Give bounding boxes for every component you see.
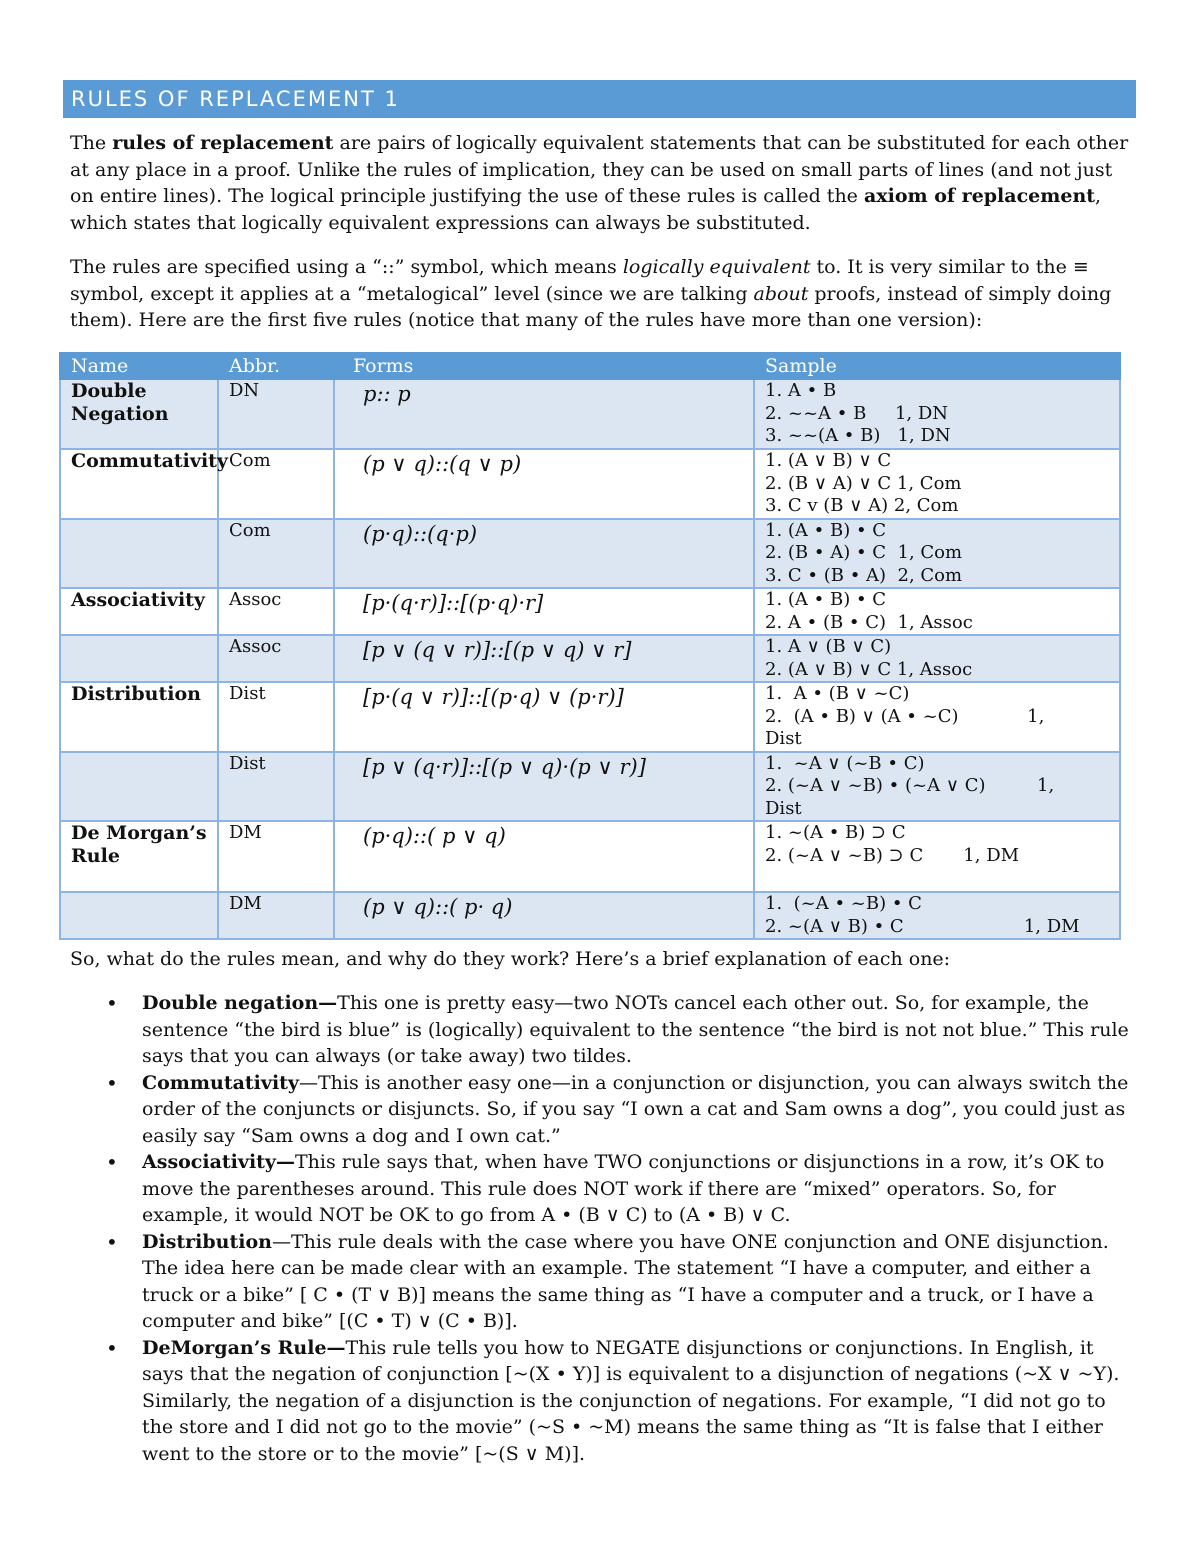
rule-sample bbox=[754, 821, 1120, 892]
rule-name: De Morgan’s Rule bbox=[60, 821, 218, 892]
table-row bbox=[60, 752, 1120, 822]
rule-name bbox=[60, 752, 218, 822]
bold-term: axiom of replacement bbox=[863, 185, 1096, 207]
table-row bbox=[60, 519, 1120, 589]
rule-name bbox=[60, 635, 218, 682]
sample-line: 1. (~A • ~B) • C bbox=[765, 893, 922, 914]
sample-line: 1. ~A ∨ (~B • C) bbox=[765, 752, 925, 774]
table-row bbox=[60, 892, 1120, 939]
rule-abbr: DN bbox=[218, 379, 334, 449]
list-item bbox=[70, 990, 1130, 1070]
sample-line: 3. ~~(A • B) 1, DN bbox=[765, 425, 951, 446]
intro-paragraph-2 bbox=[70, 254, 1135, 334]
header-sample: Sample bbox=[754, 353, 1120, 379]
rule-sample bbox=[754, 379, 1120, 449]
text-run: The rules are specified using a “::” symbol, which means bbox=[70, 256, 623, 278]
rule-sample bbox=[754, 588, 1120, 635]
rule-explanation: This rule tells you how to NEGATE disjunctions or conjunctions. In English, it says that the negation of conjunction [~(X • Y)] is equivalent to a disjunction of negations (~X ∨ ~Y). Similarly, the negation of a disjunction is the conjunction of negations. For example, “I did not go to the store and I did not go to the movie” (~S • ~M) means the same thing as “It is false that I either went to the store or to the movie” [~(S ∨ M)]. bbox=[142, 1336, 1120, 1465]
bullet-icon: • bbox=[106, 1229, 118, 1254]
sample-line: 2. ~(A ∨ B) • C 1, DM bbox=[765, 915, 1080, 937]
rule-form: [p ∨ (q·r)]::[(p ∨ q)·(p ∨ r)] bbox=[334, 752, 754, 822]
sample-line: 2. (A • B) ∨ (A • ~C) 1, bbox=[765, 705, 1045, 727]
sample-line: 2. (B • A) • C 1, Com bbox=[765, 542, 963, 563]
rule-sample bbox=[754, 635, 1120, 682]
sample-line: Dist bbox=[765, 797, 802, 819]
list-item bbox=[70, 1229, 1130, 1335]
rule-form: (p·q)::( p ∨ q) bbox=[334, 821, 754, 892]
sample-line: 1. A • B bbox=[765, 380, 837, 401]
rule-form: p:: p bbox=[334, 379, 754, 449]
rule-sample bbox=[754, 519, 1120, 589]
rule-name bbox=[60, 892, 218, 939]
sample-line: 1. (A • B) • C bbox=[765, 519, 887, 541]
rule-name bbox=[60, 519, 218, 589]
table-row bbox=[60, 588, 1120, 635]
sample-line: 2. (~A ∨ ~B) ⊃ C 1, DM bbox=[765, 844, 1020, 866]
intro-paragraph-1 bbox=[70, 130, 1135, 236]
table-row bbox=[60, 449, 1120, 519]
sample-line: Dist bbox=[765, 728, 802, 749]
section-title: RULES OF REPLACEMENT 1 bbox=[63, 80, 1136, 118]
explanation-list bbox=[70, 990, 1130, 1467]
rule-form: [p·(q·r)]::[(p·q)·r] bbox=[334, 588, 754, 635]
rule-sample bbox=[754, 752, 1120, 822]
rule-heading: DeMorgan’s Rule— bbox=[142, 1336, 346, 1359]
rule-heading: Distribution bbox=[142, 1230, 272, 1253]
table-row bbox=[60, 821, 1120, 892]
rule-form: (p ∨ q)::( p· q) bbox=[334, 892, 754, 939]
rule-abbr: Assoc bbox=[218, 588, 334, 635]
rule-sample bbox=[754, 682, 1120, 752]
italic-term: logically equivalent bbox=[622, 256, 811, 278]
bullet-icon: • bbox=[106, 1070, 118, 1095]
rule-name: Associativity bbox=[60, 588, 218, 635]
bullet-icon: • bbox=[106, 1150, 118, 1174]
sample-line: 1. ~(A • B) ⊃ C bbox=[765, 822, 906, 843]
rule-heading: Associativity— bbox=[142, 1151, 295, 1173]
sample-line: 2. (A ∨ B) ∨ C 1, Assoc bbox=[765, 658, 973, 680]
rule-sample bbox=[754, 449, 1120, 519]
table-row bbox=[60, 682, 1120, 752]
sample-line: 1. A • (B ∨ ~C) bbox=[765, 683, 910, 704]
rule-form: [p·(q ∨ r)]::[(p·q) ∨ (p·r)] bbox=[334, 682, 754, 752]
header-name: Name bbox=[60, 353, 218, 379]
rule-explanation: —This is another easy one—in a conjunction or disjunction, you can always switch the order of the conjuncts or disjuncts. So, if you say “I own a cat and Sam owns a dog”, you could just as easily say “Sam owns a dog and I own cat.” bbox=[142, 1071, 1129, 1147]
bullet-icon: • bbox=[106, 1335, 118, 1360]
sample-line: 2. (B ∨ A) ∨ C 1, Com bbox=[765, 472, 962, 494]
text-run: The bbox=[70, 132, 113, 154]
rules-table bbox=[59, 352, 1121, 940]
table-row bbox=[60, 379, 1120, 449]
rule-abbr: Dist bbox=[218, 752, 334, 822]
bullet-icon: • bbox=[106, 991, 118, 1015]
sample-line: 1. (A ∨ B) ∨ C bbox=[765, 450, 892, 471]
sample-line: 1. A ∨ (B ∨ C) bbox=[765, 636, 892, 657]
rule-explanation: This rule says that, when have TWO conjunctions or disjunctions in a row, it’s OK to move the parentheses around. This rule does NOT work if there are “mixed” operators. So, for example, it would NOT be OK to go from A • (B ∨ C) to (A • B) ∨ C. bbox=[142, 1151, 1105, 1226]
rule-name: Distribution bbox=[60, 682, 218, 752]
explanation-intro: So, what do the rules mean, and why do they work? Here’s a brief explanation of each one: bbox=[70, 948, 951, 970]
list-item bbox=[70, 1149, 1130, 1229]
sample-line: 3. C • (B • A) 2, Com bbox=[765, 564, 963, 586]
bold-term: rules of replacement bbox=[112, 132, 334, 154]
rule-abbr: Dist bbox=[218, 682, 334, 752]
sample-line: 2. (~A ∨ ~B) • (~A ∨ C) 1, bbox=[765, 775, 1055, 796]
rule-abbr: DM bbox=[218, 821, 334, 892]
rule-explanation: —This rule deals with the case where you have ONE conjunction and ONE disjunction. The idea here can be made clear with an example. The statement “I have a computer, and either a truck or a bike” [ C • (T ∨ B)] means the same thing as “I have a computer and a truck, or I have a computer and bike” [(C • T) ∨ (C • B)]. bbox=[142, 1230, 1109, 1332]
list-item bbox=[70, 1070, 1130, 1150]
rule-abbr: Assoc bbox=[218, 635, 334, 682]
table-header-row bbox=[60, 353, 1120, 379]
rule-name: Double Negation bbox=[60, 379, 218, 449]
rule-heading: Double negation— bbox=[142, 992, 338, 1014]
rule-abbr: DM bbox=[218, 892, 334, 939]
list-item bbox=[70, 1335, 1130, 1468]
table-row bbox=[60, 635, 1120, 682]
rule-name: Commutativity bbox=[60, 449, 218, 519]
rule-sample bbox=[754, 892, 1120, 939]
header-forms: Forms bbox=[334, 353, 754, 379]
text-run: proofs, instead of simply doing them). Here are the first five rules (notice that many of the rules have more than one version): bbox=[70, 282, 1112, 331]
rule-abbr: Com bbox=[218, 449, 334, 519]
text-run: are pairs of logically equivalent statements that can be substituted for each other at any place in a proof. Unlike the rules of implication, they can be used on small parts of lines (and not just on entire lines). The logical principle justifying the use of these rules is called the bbox=[70, 132, 1129, 207]
sample-line: 3. C v (B ∨ A) 2, Com bbox=[765, 495, 959, 516]
sample-line: 2. ~~A • B 1, DN bbox=[765, 402, 949, 424]
header-abbr: Abbr. bbox=[218, 353, 334, 379]
italic-term: about bbox=[753, 282, 809, 305]
text-run: to. It is very similar to the ≡ symbol, except it applies at a “metalogical” level (since we are talking bbox=[70, 256, 1089, 305]
sample-line: 2. A • (B • C) 1, Assoc bbox=[765, 611, 973, 633]
rule-explanation: This one is pretty easy—two NOTs cancel each other out. So, for example, the sentence “the bird is blue” is (logically) equivalent to the sentence “the bird is not not blue.” This rule says that you can always (or take away) two tildes. bbox=[142, 992, 1129, 1067]
text-run: , which states that logically equivalent expressions can always be substituted. bbox=[70, 185, 1102, 234]
rule-heading: Commutativity bbox=[142, 1071, 299, 1094]
rule-form: [p ∨ (q ∨ r)]::[(p ∨ q) ∨ r] bbox=[334, 635, 754, 682]
rule-abbr: Com bbox=[218, 519, 334, 589]
rule-form: (p·q)::(q·p) bbox=[334, 519, 754, 589]
sample-line: 1. (A • B) • C bbox=[765, 589, 887, 610]
rule-form: (p ∨ q)::(q ∨ p) bbox=[334, 449, 754, 519]
